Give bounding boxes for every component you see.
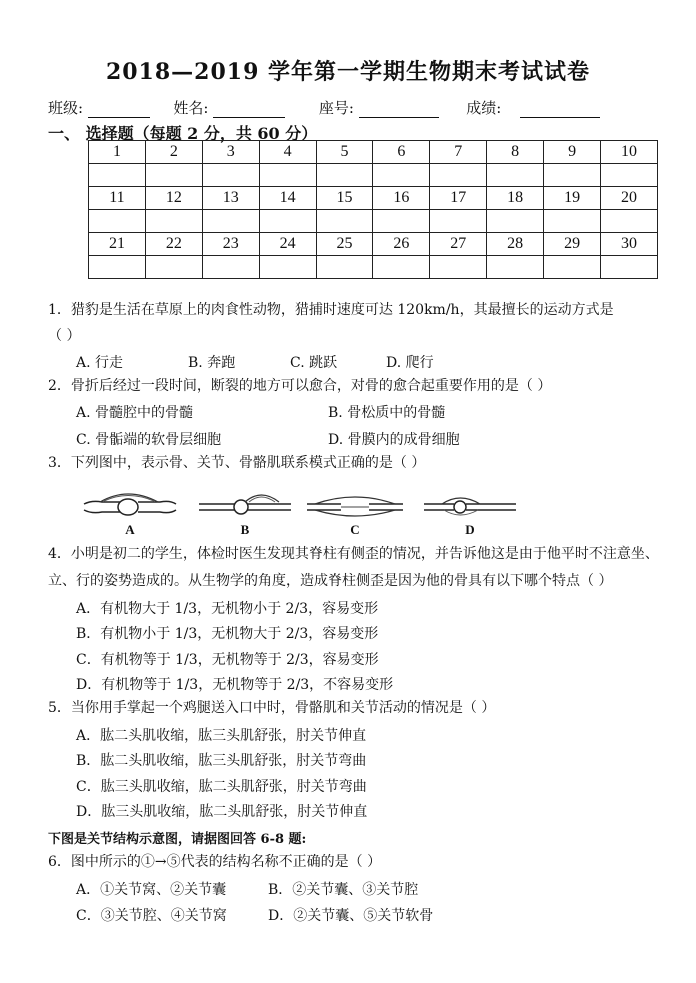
- answer-cell[interactable]: [316, 256, 373, 279]
- question-5-stem: 5．当你用手掌起一个鸡腿送入口中时，骨骼肌和关节活动的情况是（ ）: [48, 700, 496, 716]
- question-1-stem: 1．猎豹是生活在草原上的肉食性动物，猎捕时速度可达 120km/h，其最擅长的运动方式是: [48, 302, 614, 318]
- figure-note: 下图是关节结构示意图，请据图回答 6-8 题:: [48, 832, 307, 847]
- question-number-cell: 6: [373, 141, 430, 164]
- question-number-cell: 3: [202, 141, 259, 164]
- question-number-cell: 23: [202, 233, 259, 256]
- seat-label: 座号:: [318, 99, 354, 117]
- answer-cell[interactable]: [202, 256, 259, 279]
- answer-cell[interactable]: [601, 256, 658, 279]
- question-number-cell: 29: [544, 233, 601, 256]
- question-number-cell: 21: [89, 233, 146, 256]
- q5-option-d[interactable]: D．肱三头肌收缩，肱二头肌舒张，肘关节伸直: [76, 804, 368, 820]
- q2-option-d[interactable]: D. 骨膜内的成骨细胞: [328, 432, 460, 448]
- question-6-stem: 6．图中所示的①→⑤代表的结构名称不正确的是（ ）: [48, 854, 382, 870]
- answer-cell[interactable]: [373, 256, 430, 279]
- q1-option-b[interactable]: B. 奔跑: [188, 355, 236, 371]
- answer-number-row: [89, 187, 658, 210]
- q6-option-b[interactable]: B．②关节囊、③关节腔: [268, 882, 419, 898]
- answer-cell[interactable]: [373, 210, 430, 233]
- q6-option-d[interactable]: D．②关节囊、⑤关节软骨: [268, 908, 434, 924]
- answer-table: [88, 140, 658, 279]
- exam-title: 2018—2019 学年第一学期生物期末考试试卷: [105, 59, 591, 85]
- class-field[interactable]: [88, 102, 150, 118]
- question-number-cell: 18: [487, 187, 544, 210]
- question-number-cell: 16: [373, 187, 430, 210]
- question-number-cell: 8: [487, 141, 544, 164]
- figure-c-label: C: [350, 522, 360, 537]
- seat-field[interactable]: [359, 102, 439, 118]
- question-3-stem: 3．下列图中，表示骨、关节、骨骼肌联系模式正确的是（ ）: [48, 455, 426, 471]
- q2-option-c[interactable]: C. 骨骺端的软骨层细胞: [76, 432, 222, 448]
- answer-cell[interactable]: [202, 210, 259, 233]
- answer-cell[interactable]: [89, 164, 146, 187]
- answer-cell[interactable]: [544, 256, 601, 279]
- q1-option-a[interactable]: A. 行走: [76, 355, 124, 371]
- question-number-cell: 20: [601, 187, 658, 210]
- question-number-cell: 11: [89, 187, 146, 210]
- q2-option-b[interactable]: B. 骨松质中的骨髓: [328, 405, 446, 421]
- answer-cell[interactable]: [544, 210, 601, 233]
- question-2-stem: 2．骨折后经过一段时间，断裂的地方可以愈合，对骨的愈合起重要作用的是（ ）: [48, 378, 552, 394]
- question-number-cell: 10: [601, 141, 658, 164]
- question-number-cell: 27: [430, 233, 487, 256]
- question-1-stem-cont: （ ）: [48, 328, 81, 344]
- q4-option-c[interactable]: C．有机物等于 1/3，无机物等于 2/3，容易变形: [76, 652, 379, 668]
- answer-cell[interactable]: [373, 164, 430, 187]
- q1-option-c[interactable]: C. 跳跃: [290, 355, 338, 371]
- figure-a[interactable]: [80, 488, 180, 538]
- question-number-cell: 25: [316, 233, 373, 256]
- answer-cell[interactable]: [145, 256, 202, 279]
- question-number-cell: 4: [259, 141, 316, 164]
- answer-cell[interactable]: [316, 164, 373, 187]
- question-number-cell: 1: [89, 141, 146, 164]
- question-number-cell: 17: [430, 187, 487, 210]
- answer-cell[interactable]: [259, 256, 316, 279]
- q4-option-a[interactable]: A．有机物大于 1/3，无机物小于 2/3，容易变形: [76, 601, 379, 617]
- question-number-cell: 24: [259, 233, 316, 256]
- answer-cell[interactable]: [601, 210, 658, 233]
- answer-cell[interactable]: [487, 210, 544, 233]
- class-label: 班级:: [48, 99, 84, 117]
- section-heading: 一、 选择题（每题 2 分，共 60 分）: [48, 124, 318, 143]
- answer-cell[interactable]: [259, 210, 316, 233]
- answer-cell[interactable]: [89, 210, 146, 233]
- answer-cell[interactable]: [601, 164, 658, 187]
- question-number-cell: 26: [373, 233, 430, 256]
- q5-option-c[interactable]: C．肱三头肌收缩，肱二头肌舒张，肘关节弯曲: [76, 779, 367, 795]
- figure-d[interactable]: [420, 488, 520, 538]
- answer-cell[interactable]: [202, 164, 259, 187]
- question-number-cell: 9: [544, 141, 601, 164]
- answer-cell[interactable]: [316, 210, 373, 233]
- figure-d-label: D: [465, 522, 475, 537]
- figure-c[interactable]: [305, 488, 405, 538]
- question-number-cell: 30: [601, 233, 658, 256]
- q1-option-d[interactable]: D. 爬行: [386, 355, 434, 371]
- q3-figures: [80, 488, 520, 538]
- question-number-cell: 22: [145, 233, 202, 256]
- question-number-cell: 15: [316, 187, 373, 210]
- question-number-cell: 14: [259, 187, 316, 210]
- question-4-stem-cont: 立、行的姿势造成的。从生物学的角度，造成脊柱侧歪是因为他的骨具有以下哪个特点（ ）: [48, 573, 613, 589]
- q6-option-a[interactable]: A．①关节窝、②关节囊: [76, 882, 227, 898]
- question-4-stem: 4．小明是初二的学生，体检时医生发现其脊柱有侧歪的情况，并告诉他这是由于他平时不注意坐、: [48, 546, 659, 562]
- answer-number-row: [89, 233, 658, 256]
- name-field[interactable]: [213, 102, 285, 118]
- figure-b[interactable]: [195, 488, 295, 538]
- question-number-cell: 28: [487, 233, 544, 256]
- answer-cell[interactable]: [430, 164, 487, 187]
- score-label: 成绩:: [466, 99, 502, 117]
- score-field[interactable]: [520, 102, 600, 118]
- answer-cell[interactable]: [259, 164, 316, 187]
- name-label: 姓名:: [173, 99, 209, 117]
- student-info-line: [48, 97, 600, 118]
- question-number-cell: 7: [430, 141, 487, 164]
- answer-cell[interactable]: [487, 256, 544, 279]
- figure-b-label: B: [240, 522, 250, 537]
- answer-cell[interactable]: [487, 164, 544, 187]
- answer-input-row: [89, 164, 658, 187]
- answer-number-row: [89, 141, 658, 164]
- q5-option-b[interactable]: B．肱二头肌收缩，肱三头肌舒张，肘关节弯曲: [76, 753, 367, 769]
- q4-option-b[interactable]: B．有机物小于 1/3，无机物大于 2/3，容易变形: [76, 626, 379, 642]
- q6-option-c[interactable]: C．③关节腔、④关节窝: [76, 908, 227, 924]
- answer-cell[interactable]: [544, 164, 601, 187]
- q2-option-a[interactable]: A. 骨髓腔中的骨髓: [76, 405, 194, 421]
- question-number-cell: 19: [544, 187, 601, 210]
- answer-input-row: [89, 256, 658, 279]
- question-number-cell: 2: [145, 141, 202, 164]
- answer-cell[interactable]: [89, 256, 146, 279]
- answer-input-row: [89, 210, 658, 233]
- answer-cell[interactable]: [145, 164, 202, 187]
- question-number-cell: 13: [202, 187, 259, 210]
- answer-cell[interactable]: [430, 210, 487, 233]
- question-number-cell: 5: [316, 141, 373, 164]
- q5-option-a[interactable]: A．肱二头肌收缩，肱三头肌舒张，肘关节伸直: [76, 728, 367, 744]
- question-number-cell: 12: [145, 187, 202, 210]
- figure-a-label: A: [125, 522, 135, 537]
- answer-cell[interactable]: [430, 256, 487, 279]
- q4-option-d[interactable]: D．有机物等于 1/3，无机物等于 2/3，不容易变形: [76, 677, 394, 693]
- answer-cell[interactable]: [145, 210, 202, 233]
